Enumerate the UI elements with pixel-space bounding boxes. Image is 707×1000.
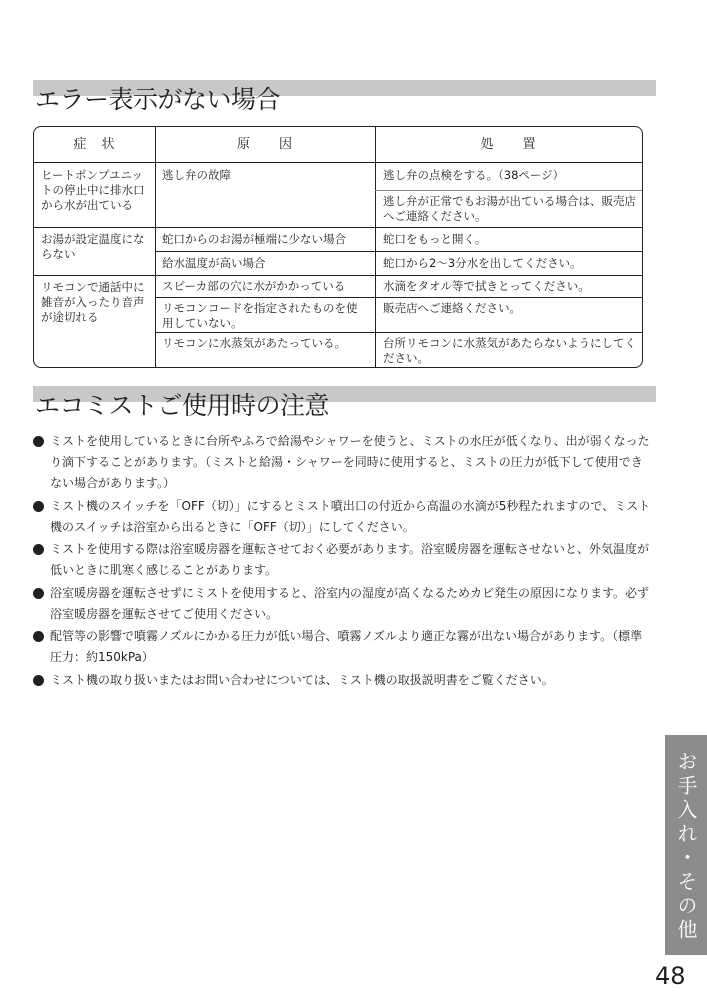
- list-item: [33, 626, 653, 668]
- list-item-text: ミスト機のスイッチを「OFF（切）」にするとミスト噴出口の付近から高温の水滴が5秒程たれますので、ミスト機のスイッチは浴室から出るときに「OFF（切）」にしてください。: [50, 498, 651, 534]
- bullet-icon: [33, 544, 44, 555]
- sub-row-divider: [155, 297, 642, 298]
- chapter-tab: [665, 735, 707, 955]
- remedy-cell: 逃し弁の点検をする。（38ページ）: [383, 168, 565, 182]
- header-divider: [34, 162, 642, 163]
- section-heading: [33, 386, 656, 428]
- section-title: エラー表示がない場合: [35, 85, 281, 114]
- cause-cell: 給水温度が高い場合: [162, 256, 266, 270]
- remedy-cell: 逃し弁が正常でもお湯が出ている場合は、販売店へご連絡ください。: [383, 194, 636, 223]
- sub-row-divider: [155, 251, 642, 252]
- bullet-icon: [33, 501, 44, 512]
- chapter-tab-label: お手入れ・その他: [674, 751, 698, 943]
- list-item-text: ミストを使用しているときに台所やふろで給湯やシャワーを使うと、ミストの水圧が低くなり、出が弱くなったり滴下することがあります。（ミストと給湯・シャワーを同時に使用すると、ミストの圧力が低下して使用できない場合があります。）: [50, 434, 650, 490]
- bullet-icon: [33, 436, 44, 447]
- cause-cell: 逃し弁の故障: [162, 168, 231, 182]
- sub-row-divider: [155, 332, 642, 333]
- cause-cell: 蛇口からのお湯が極端に少ない場合: [162, 232, 346, 246]
- symptom-cell: ヒートポンプユニットの停止中に排水口から水が出ている: [41, 168, 145, 212]
- cause-cell: リモコンコードを指定されたものを使用していない。: [162, 301, 358, 330]
- list-item: [33, 496, 653, 538]
- list-item-text: 浴室暖房器を運転させずにミストを使用すると、浴室内の湿度が高くなるためカビ発生の原因になります。必ず浴室暖房器を運転させてご使用ください。: [50, 585, 650, 621]
- column-divider: [155, 127, 156, 367]
- remedy-cell: 水滴をタオル等で拭きとってください。: [383, 279, 590, 293]
- remedy-cell: 販売店へご連絡ください。: [383, 301, 521, 315]
- list-item: [33, 583, 653, 625]
- section-heading: [33, 80, 656, 122]
- section-title: エコミストご使用時の注意: [35, 391, 330, 420]
- cause-cell: リモコンに水蒸気があたっている。: [162, 336, 346, 350]
- list-item: [33, 431, 653, 494]
- bullet-icon: [33, 675, 44, 686]
- troubleshooting-table: [33, 126, 643, 368]
- list-item-text: 配管等の影響で噴霧ノズルにかかる圧力が低い場合、噴霧ノズルより適正な霧が出ない場合があります。（標準圧力：約150kPa）: [50, 629, 643, 664]
- row-divider: [34, 275, 642, 276]
- list-item-text: ミスト機の取り扱いまたはお問い合わせについては、ミスト機の取扱説明書をご覧ください。: [50, 672, 554, 687]
- remedy-cell: 蛇口から2〜3分水を出してください。: [383, 256, 582, 270]
- symptom-cell: リモコンで通話中に雑音が入ったり音声が途切れる: [41, 280, 145, 324]
- header-remedy: 処 置: [480, 137, 537, 152]
- bullet-icon: [33, 588, 44, 599]
- symptom-cell: お湯が設定温度にならない: [41, 232, 145, 261]
- list-item: [33, 539, 653, 581]
- remedy-cell: 蛇口をもっと開く。: [383, 232, 487, 246]
- column-divider: [375, 127, 376, 367]
- header-cause: 原 因: [236, 137, 293, 152]
- remedy-cell: 台所リモコンに水蒸気があたらないようにしてください。: [383, 336, 636, 365]
- header-symptom: 症 状: [73, 137, 116, 152]
- list-item: [33, 670, 653, 691]
- cause-cell: スピーカ部の穴に水がかかっている: [162, 279, 346, 293]
- page-number: 48: [655, 962, 686, 990]
- caution-list: [33, 431, 653, 692]
- list-item-text: ミストを使用する際は浴室暖房器を運転させておく必要があります。浴室暖房器を運転させないと、外気温度が低いときに肌寒く感じることがあります。: [50, 542, 650, 577]
- row-divider: [34, 227, 642, 228]
- bullet-icon: [33, 631, 44, 642]
- sub-row-divider: [375, 190, 642, 191]
